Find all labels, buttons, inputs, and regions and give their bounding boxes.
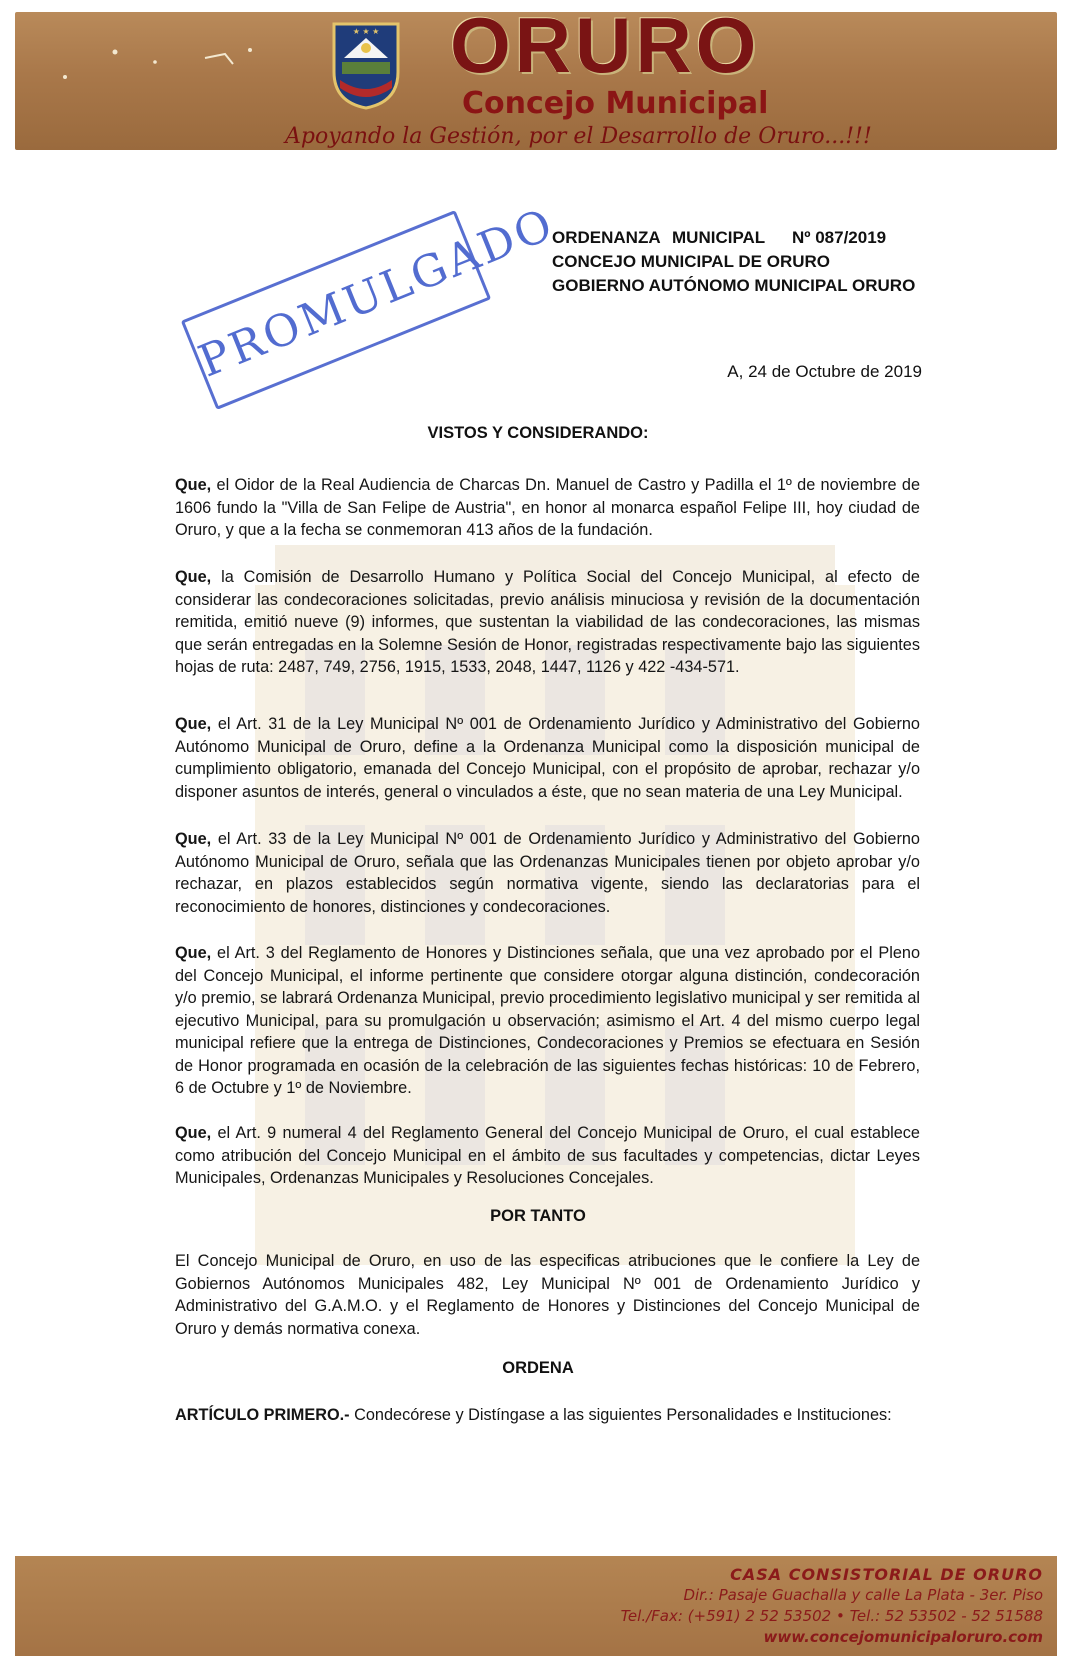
ordinance-label: ORDENANZA <box>552 228 661 247</box>
paragraph-text: el Oidor de la Real Audiencia de Charcas Dn. Manuel de Castro y Padilla el 1º de noviembre de 1606 fundo la "Villa de San Felipe de Austria", en honor al monarca español Felipe III, hoy ciudad de Oruro, y que a la fecha se conmemoran 413 años de la fundación. <box>175 476 920 539</box>
footer-address: Dir.: Pasaje Guachalla y calle La Plata - 3er. Piso <box>683 1586 1043 1604</box>
government-line: GOBIERNO AUTÓNOMO MUNICIPAL ORURO <box>552 276 916 295</box>
coat-of-arms-icon <box>330 18 402 110</box>
ordinance-number: Nº 087/2019 <box>792 228 887 247</box>
footer-website: www.concejomunicipaloruro.com <box>763 1628 1043 1646</box>
letterhead-footer <box>15 1556 1057 1656</box>
brand-subtitle: Concejo Municipal <box>462 86 769 121</box>
articulo-lead: ARTÍCULO PRIMERO.- <box>175 1406 350 1424</box>
paragraph-text: el Art. 3 del Reglamento de Honores y Distinciones señala, que una vez aprobado por el Pleno del Concejo Municipal, el informe pertinente que considere otorgar alguna distinción, condecoración y/o premio, se labrará Ordenanza Municipal, previo procedimiento legislativo municipal y ser remitida al ejecutivo Municipal, para su promulgación u observación; asimismo el Art. 4 del mismo cuerpo legal municipal refiere que la entrega de Distinciones, Condecoraciones y Premios se efectuara en Sesión de Honor programada en ocasión de la celebración de las siguientes fechas históricas: 10 de Febrero, 6 de Octubre y 1º de Noviembre. <box>175 944 920 1097</box>
letterhead-banner <box>15 1 1057 150</box>
brand-name: ORURO <box>450 1 761 89</box>
paragraph-text: el Art. 9 numeral 4 del Reglamento General del Concejo Municipal de Oruro, el cual establece como atribución del Concejo Municipal en el ámbito de sus facultades y competencias, dictar Leyes Municipales, Ordenanzas Municipales y Resoluciones Concejales. <box>175 1124 920 1187</box>
document-date: A, 24 de Octubre de 2019 <box>727 362 922 381</box>
por-tanto-paragraph: El Concejo Municipal de Oruro, en uso de las especificas atribuciones que le confiere la Ley de Gobiernos Autónomos Municipales 482, Ley Municipal Nº 001 de Ordenamiento Jurídico y Administrativo del G.A.M.O. y el Reglamento de Honores y Distinciones del Concejo Municipal de Oruro y demás normativa conexa. <box>175 1252 920 1338</box>
paragraph-text: la Comisión de Desarrollo Humano y Política Social del Concejo Municipal, al efecto de considerar las condecoraciones solicitadas, previo análisis minuciosa y revisión de la documentación remitida, emitió nueve (9) informes, que sustentan la viabilidad de las condecoraciones, las mismas que serán entregadas en la Solemne Sesión de Honor, registradas respectivamente bajo las siguientes hojas de ruta: 2487, 749, 2756, 1915, 1533, 2048, 1447, 1126 y 422 -434-571. <box>175 568 920 676</box>
paragraph-lead: Que, <box>175 568 212 586</box>
paragraph-lead: Que, <box>175 944 212 962</box>
document-header <box>552 226 972 298</box>
municipal-label: MUNICIPAL <box>672 228 766 247</box>
promulgated-stamp: PROMULGADO <box>181 210 491 410</box>
ordinance-number-line <box>552 226 972 250</box>
council-line: CONCEJO MUNICIPAL DE ORURO <box>552 252 831 271</box>
footer-institution: CASA CONSISTORIAL DE ORURO <box>730 1565 1043 1584</box>
ordena-heading: ORDENA <box>502 1359 574 1377</box>
paragraph-lead: Que, <box>175 476 212 494</box>
paragraph-lead: Que, <box>175 1124 212 1142</box>
considerando-paragraph <box>175 474 920 542</box>
considerando-paragraph <box>175 942 920 1100</box>
articulo-primero <box>175 1404 920 1427</box>
articulo-text: Condecórese y Distíngase a las siguientes Personalidades e Instituciones: <box>349 1406 892 1424</box>
por-tanto-heading: POR TANTO <box>490 1207 586 1225</box>
paragraph-lead: Que, <box>175 715 212 733</box>
decorative-specks <box>45 32 285 102</box>
footer-phone: Tel./Fax: (+591) 2 52 53502 • Tel.: 52 53502 - 52 51588 <box>620 1607 1043 1625</box>
paragraph-text: el Art. 31 de la Ley Municipal Nº 001 de Ordenamiento Jurídico y Administrativo del Gobierno Autónomo Municipal de Oruro, define a la Ordenanza Municipal como la disposición municipal de cumplimiento obligatorio, emanada del Concejo Municipal, con el propósito de aprobar, rechazar y/o disponer asuntos de interés, general o vinculados a éste, que no sean materia de una Ley Municipal. <box>175 715 920 801</box>
footer-contact <box>621 1564 1043 1648</box>
considerando-paragraph <box>175 828 920 918</box>
tagline: Apoyando la Gestión, por el Desarrollo de Oruro...!!! <box>285 124 872 149</box>
considerando-paragraph <box>175 1122 920 1190</box>
paragraph-text: el Art. 33 de la Ley Municipal Nº 001 de Ordenamiento Jurídico y Administrativo del Gobierno Autónomo Municipal de Oruro, señala que las Ordenanzas Municipales tienen por objeto aprobar y/o rechazar, en plazos establecidos según normativa vigente, siendo las declaratorias para el reconocimiento de honores, distinciones y condecoraciones. <box>175 830 920 916</box>
considerando-paragraph <box>175 566 920 679</box>
svg-text:★ ★ ★: ★ ★ ★ <box>352 27 380 36</box>
vistos-heading: VISTOS Y CONSIDERANDO: <box>427 424 649 442</box>
paragraph-lead: Que, <box>175 830 212 848</box>
considerando-paragraph <box>175 713 920 803</box>
